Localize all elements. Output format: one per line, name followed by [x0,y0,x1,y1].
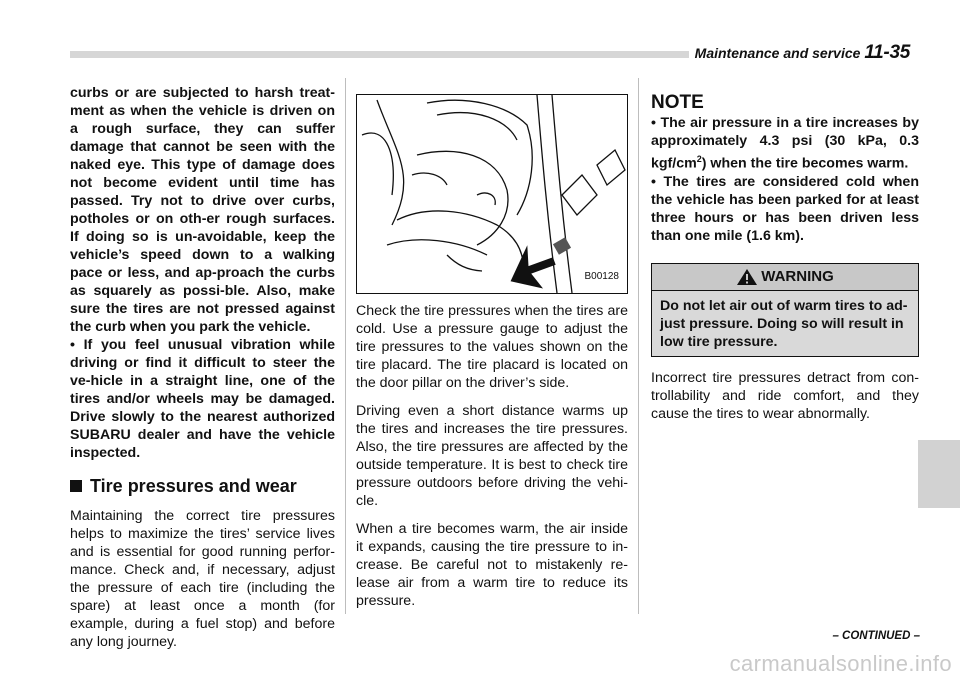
watermark: carmanualsonline.info [729,651,952,676]
heading-text: Tire pressures and wear [90,476,297,496]
column-divider [638,78,639,614]
section-number: 11-35 [864,42,910,63]
column-middle [356,84,628,610]
note-item-1: • The air pressure in a tire increases by approximately 4.3 psi (30 kPa, 0.3 kgf/$cm^2$) when the tire becomes warm. [651,115,919,172]
warning-header [652,264,918,291]
figure-label: B00128 [584,271,619,282]
damage-paragraph: curbs or are subjected to harsh treat-ment as when the vehicle is driven on a rough surface, they can suffer damage that cannot be seen with the naked eye. This type of damage does not become evident until time has passed. Try not to drive over curbs, potholes or on oth-er rough surfaces. If doing so is un-avoidable, keep the vehicle’s speed down to a walking pace or less, and ap-proach the curbs as squarely as possi-ble. Also, make sure the tires are not pressed against the curb when you park the vehicle. [70,85,335,335]
column-left [70,84,335,651]
warning-triangle-icon [736,268,758,286]
pressure-paragraph: Maintaining the correct tire pressures helps to maximize the tires’ service lives and is essential for good running perfor-mance. Check and, if necessary, adjust the pressure of each tire (including the spare) at least once a month (for example, during a fuel stop) and before any long journey. [70,508,335,650]
warning-box [651,263,919,357]
column-right [651,84,919,423]
note-item-2: • The tires are considered cold when the vehicle has been parked for at least three hours or has been driven less than one mile (1.6 km). [651,173,919,244]
header-title: Maintenance and service [694,45,865,61]
warning-text: Do not let air out of warm tires to ad-just pressure. Doing so will result in low tire pressure. [652,291,918,356]
warm-up-paragraph: Driving even a short distance warms up the tires and increases the tire pressures. Also, the tire pressures are affected by the outside temperature. It is best to check tire pressure outdoors before driving the vehi-cle. [356,403,628,509]
page-header [689,42,910,64]
chapter-tab [918,440,960,508]
warning-title: WARNING [761,267,834,285]
door-pillar-illustration [357,95,627,293]
vibration-bullet: • If you feel unusual vibration while driving or find it difficult to steer the ve-hicle in a straight line, one of the tires and/or wheels may be damaged. Drive slowly to the nearest authorized SUBARU dealer and have the vehicle inspected. [70,337,335,461]
cold-check-paragraph: Check the tire pressures when the tires are cold. Use a pressure gauge to adjust the tire pressures to the values shown on the tire placard. The tire placard is located on the door pillar on the driver’s side. [356,303,628,391]
tire-placard-figure [356,94,628,294]
square-bullet-icon [70,480,82,492]
continued-footer: – CONTINUED – [832,630,920,642]
column-divider [345,78,346,614]
incorrect-pressure-paragraph: Incorrect tire pressures detract from con-trollability and ride comfort, and they cause the tires to wear abnormally. [651,369,919,422]
section-heading [70,477,335,495]
warm-tire-paragraph: When a tire becomes warm, the air inside it expands, causing the tire pressure to in-crease. Be careful not to mistakenly re-lease air from a warm tire to reduce its pressure. [356,521,628,609]
note-title: NOTE [651,92,704,113]
